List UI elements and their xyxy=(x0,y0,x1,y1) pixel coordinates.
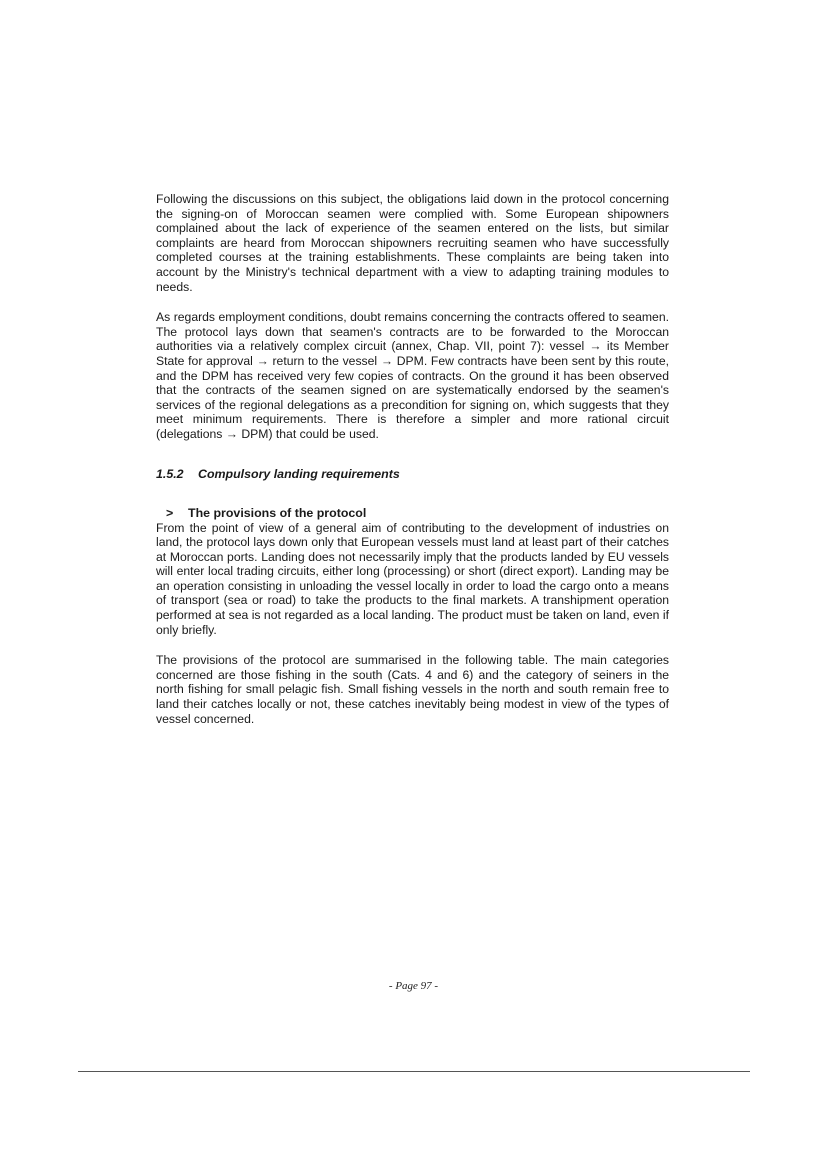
paragraph-landing-provisions: From the point of view of a general aim of contributing to the development of industries on land, the protocol lays down only that European vessels must land at least part of their catches at Moroccan ports. Landing does not necessarily imply that the products landed by EU vessels will enter local trading circuits, either long (processing) or short (direct export). Landing may be an operation consisting in unloading the vessel locally in order to load the cargo onto a means of transport (sea or road) to take the products to the final markets. A transhipment operation performed at sea is not regarded as a local landing. The product must be taken on land, even if only briefly. xyxy=(156,520,669,637)
subsection-heading xyxy=(166,506,669,521)
section-title: Compulsory landing requirements xyxy=(198,466,400,481)
section-number: 1.5.2 xyxy=(156,466,184,481)
paragraph-employment-conditions: As regards employment conditions, doubt remains concerning the contracts offered to seamen. The protocol lays down that seamen's contracts are to be forwarded to the Moroccan authorities via a relatively complex circuit (annex, Chap. VII, point 7): vessel → its Member State for approval → return to the vessel → DPM. Few contracts have been sent by this route, and the DPM has received very few copies of contracts. On the ground it has been observed that the contracts of the seamen signed on are systematically endorsed by the seamen's services of the regional delegations as a precondition for signing on, which suggests that they meet minimum requirements. There is therefore a simpler and more rational circuit (delegations → DPM) that could be used. xyxy=(156,310,669,441)
paragraph-signing-on: Following the discussions on this subject, the obligations laid down in the protocol concerning the signing-on of Moroccan seamen were complied with. Some European shipowners complained about the lack of experience of the seamen entered on the lists, but similar complaints are heard from Moroccan shipowners recruiting seamen who have successfully completed courses at the training establishments. These complaints are being taken into account by the Ministry's technical department with a view to adapting training modules to needs. xyxy=(156,192,669,294)
section-heading xyxy=(156,467,669,482)
document-body xyxy=(156,192,669,742)
footer-divider xyxy=(78,1071,750,1072)
bullet-arrow-icon: > xyxy=(166,505,174,520)
paragraph-table-summary: The provisions of the protocol are summarised in the following table. The main categories concerned are those fishing in the south (Cats. 4 and 6) and the category of seiners in the north fishing for small pelagic fish. Small fishing vessels in the north and south remain free to land their catches locally or not, these catches inevitably being modest in view of the types of vessel concerned. xyxy=(156,653,669,726)
subsection-title: The provisions of the protocol xyxy=(188,505,367,520)
page-number: - Page 97 - xyxy=(388,980,439,992)
